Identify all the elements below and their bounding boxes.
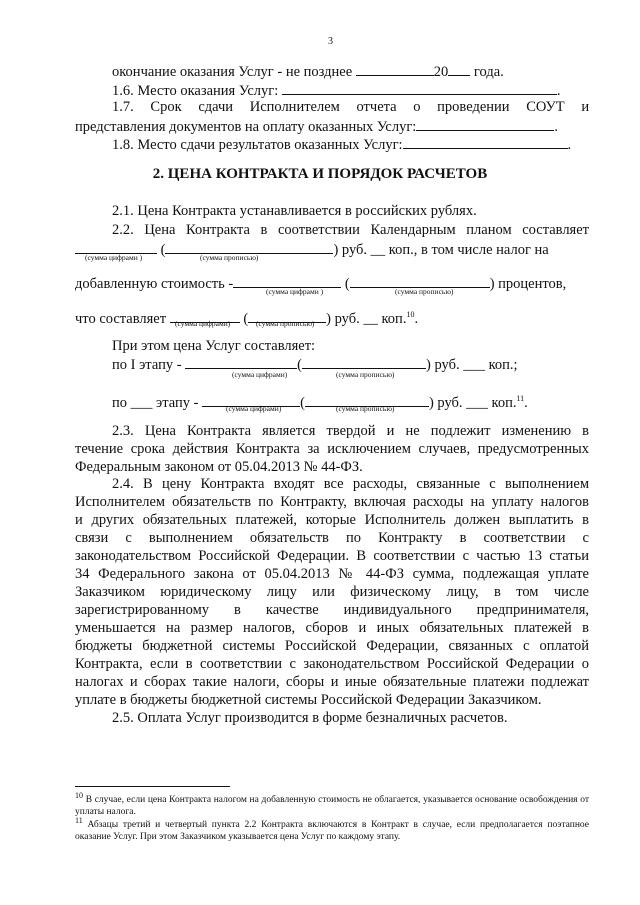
clause-1-8: 1.8. Место сдачи результатов оказанных Услуг: .	[112, 137, 572, 153]
which-is-line: что составляет ( ) руб. __ коп.$^{10}$.	[75, 310, 419, 327]
clause-2-4-line12: налогах и сборах такие налоги, сборы и иные обязательные платежи подлежат	[75, 674, 589, 690]
clause-2-4-line10: бюджеты бюджетной системы Российской Федерации, связанных с оплатой	[75, 638, 589, 654]
caption-stage1-digits: (сумма цифрами)	[232, 370, 288, 379]
clause-2-3-line1: 2.3. Цена Контракта является твердой и не подлежит изменению в	[112, 423, 589, 439]
caption-stageN-digits: (сумма цифрами)	[226, 404, 282, 413]
caption-which-digits: (сумма цифрами)	[175, 319, 231, 328]
clause-2-3-line2: течение срока действия Контракта за исключением случаев, предусмотренных	[75, 441, 589, 457]
clause-2-4-line2: Исполнителем обязательств по Контракту, включая расходы на уплату налогов	[75, 494, 589, 510]
blank-service-place	[282, 81, 557, 95]
blank-end-date	[356, 62, 434, 76]
clause-1-6: 1.6. Место оказания Услуг: .	[112, 83, 561, 99]
caption-stageN-words: (сумма прописью)	[336, 404, 395, 413]
clause-2-4-line3: и других обязательных платежей, которые Исполнитель должен выплатить в	[75, 512, 589, 528]
service-end-line: окончание оказания Услуг - не позднее 20 года.	[112, 64, 504, 80]
caption-vat-digits: (сумма цифрами )	[266, 287, 324, 296]
clause-2-4-line4: связи с выполнением обязательств по Контракту в соответствии с	[75, 530, 589, 546]
section-2-title: 2. ЦЕНА КОНТРАКТА И ПОРЯДОК РАСЧЕТОВ	[152, 166, 488, 182]
caption-vat-words: (сумма прописью)	[395, 287, 454, 296]
footnote-11: $^{11}$ Абзацы третий и четвертый пункта 2.2 Контракта включаются в Контракт в случае, если предполагается поэтапное оказание Услуг. При этом Заказчиком указывается цена Услуг по каждому этапу.	[75, 816, 590, 843]
caption-sum-digits: (сумма цифрами )	[85, 253, 143, 262]
clause-2-4-line1: 2.4. В цену Контракта входят все расходы, связанные с выполнением	[112, 476, 589, 492]
blank-results-place	[403, 135, 568, 149]
clause-1-7: 1.7. Срок сдачи Исполнителем отчета о проведении СОУТ и	[112, 99, 590, 115]
footnote-separator	[75, 786, 230, 787]
page-number: 3	[328, 36, 333, 47]
caption-which-words: (сумма прописью)	[256, 319, 315, 328]
blank-vat-digits	[233, 274, 341, 288]
blank-stage1-digits	[185, 355, 297, 369]
clause-2-4-line11: Контракта, если в соответствии с законодательством Российской Федерации о	[75, 656, 589, 672]
blank-stage1-words	[302, 355, 426, 369]
stages-intro: При этом цена Услуг составляет:	[112, 338, 316, 354]
blank-vat-words	[350, 274, 490, 288]
clause-1-7-cont: представления документов на оплату оказанных Услуг: .	[75, 119, 558, 135]
clause-2-4-line7: Заказчиком юридическому лицу или физическому лицу, в том числе	[75, 584, 589, 600]
clause-2-3-line3: Федеральным законом от 05.04.2013 № 44-ФЗ.	[75, 459, 363, 475]
clause-2-4-line9: уменьшается на размер налогов, сборов и иных обязательных платежей в	[75, 620, 589, 636]
clause-2-5: 2.5. Оплата Услуг производится в форме безналичных расчетов.	[112, 710, 508, 726]
blank-end-year	[448, 62, 470, 76]
caption-sum-words: (сумма прописью)	[200, 253, 259, 262]
footnote-10: $^{10}$ В случае, если цена Контракта налогом на добавленную стоимость не облагается, указывается основание освобождения от уплаты налога.	[75, 791, 590, 818]
blank-sum-words	[165, 240, 333, 254]
stage-1-line: по I этапу - ( ) руб. ___ коп.;	[112, 357, 518, 373]
clause-2-2-line1: 2.2. Цена Контракта в соответствии Календарным планом составляет	[112, 222, 589, 238]
vat-line: добавленную стоимость - ( ) процентов,	[75, 276, 567, 292]
clause-2-2-line2: ( ) руб. __ коп., в том числе налог на	[75, 240, 549, 259]
clause-2-1: 2.1. Цена Контракта устанавливается в российских рублях.	[112, 203, 477, 219]
clause-2-4-line8: зарегистрированному в качестве индивидуального предпринимателя,	[75, 602, 589, 618]
blank-docs	[416, 117, 554, 131]
stage-n-line: по ___ этапу - ( ) руб. ___ коп.$^{11}$.	[112, 394, 528, 411]
blank-sum-digits	[75, 240, 157, 254]
caption-stage1-words: (сумма прописью)	[336, 370, 395, 379]
clause-2-4-line5: законодательством Российской Федерации. В соответствии с частью 13 статьи	[75, 548, 589, 564]
clause-2-4-line6: 34 Федерального закона от 05.04.2013 № 44-ФЗ сумма, подлежащая уплате	[75, 566, 589, 582]
clause-2-4-line13: уплате в бюджеты бюджетной системы Российской Федерации Заказчиком.	[75, 692, 542, 708]
footnote-ref-10[interactable]: 10	[406, 310, 415, 319]
footnote-ref-11[interactable]: 11	[516, 394, 525, 403]
